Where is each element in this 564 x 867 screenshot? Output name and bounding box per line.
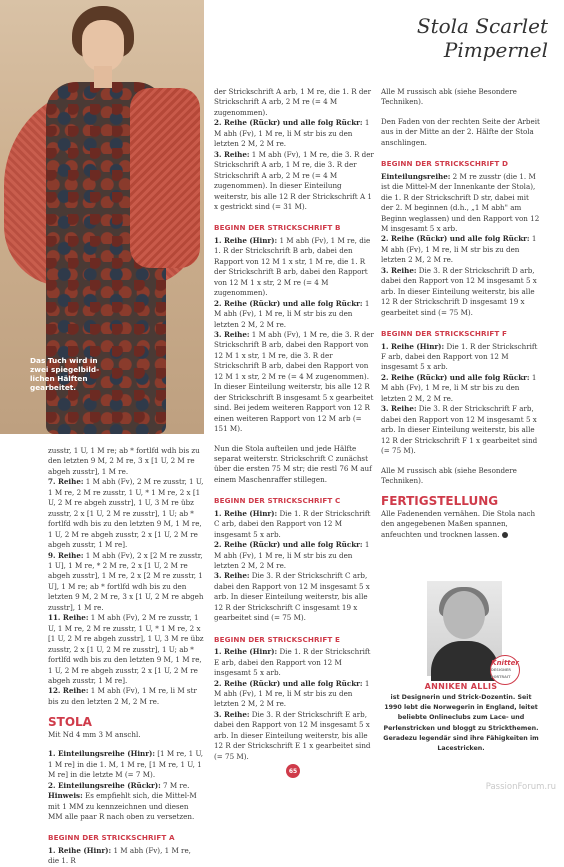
chart-f-row-1: 1. Reihe (Hinr): Die 1. R der Strickschrift F arb, dabei den Rapport von 12 M insgesamt 5 x arb. [381,341,538,372]
model-photo [0,0,204,434]
section-heading-chart-f: BEGINN DER STRICKSCHRIFT F [381,329,508,339]
chart-f-row-3: 3. Reihe: Die 3. R der Strickschrift F arb, dabei den Rapport von 12 M insgesamt 5 x arb. In dieser Einteilung weiterstr, bis alle 12 R der Strickschrift F 1 x gearbeitet sind (= 75 M). [381,404,538,456]
paragraph: Alle M russisch abk (siehe Besondere Techniken). [381,465,517,485]
watermark: PassionForum.ru [485,782,556,792]
section-heading-stola: STOLA [48,715,92,730]
chart-d-row-3: 3. Reihe: Die 3. R der Strickschrift D arb, dabei den Rapport von 12 M insgesamt 5 x arb. In dieser Einteilung weiterstr, bis alle 12 R der Strickschrift D insgesamt 19 x gearbeitet sind (= 75 M). [381,265,537,317]
chart-b-row-2: 2. Reihe (Rückr) und alle folg Rückr: 1 M abh (Fv), 1 M re, li M str bis zu den letzten 2 M, 2 M re. [214,298,370,329]
row-12: 12. Reihe: 1 M abh (Fv), 1 M re, li M str bis zu den letzten 2 M, 2 M re. [48,686,197,706]
chart-e-row-3: 3. Reihe: Die 3. R der Strickschrift E arb, dabei den Rapport von 12 M insgesamt 5 x arb. In dieser Einteilung weiterstr, bis alle 12 R der Strickschrift E 1 x gearbeitet sind (= 75 M). [214,709,371,761]
paragraph: der Strickschrift A arb, 1 M re, die 1. R der Strickschrift A arb, 2 M re (= 4 M zugenommen). [214,87,372,117]
chart-c-row-1: 1. Reihe (Hinr): Die 1. R der Strickschrift C arb, dabei den Rapport von 12 M insgesamt 5 x arb. [214,508,371,539]
photo-caption: Das Tuch wird in zwei spiegelbild-lichen Hälften gearbeitet. [30,356,100,392]
chart-b-row-3: 3. Reihe: 1 M abh (Fv), 1 M re, die 3. R der Strickschrift B arb, dabei den Rapport von 12 M 1 x str, 1 M re, die 3. R der Strickschrift B arb, dabei den Rapport von 12 M 1 x str, 2 M re (= 4 M zugenommen). In dieser Einteilung weiterstr, bis alle 12 R der Strickschrift B insgesamt 5 x gearbeitet sind. Bei jedem weiteren Rapport von 12 R einen weiteren Rapport von 12 M arb (= 151 M). [214,329,374,434]
column-3 [381,87,541,540]
chart-a-row-1: 1. Reihe (Hinr): 1 M abh (Fv), 1 M re, die 1. R [48,845,191,866]
author-name: ANNIKEN ALLIS [424,682,498,691]
row-9: 9. Reihe: 1 M abh (Fv), 2 x [2 M re zusstr, 1 U], 1 M re, * 2 M re, 2 x [1 U, 2 M re abgeh zusstr], 1 M re, 2 x [2 M re zusstr, 1 U], 1 M re; ab * fortlfd wdh bis zu den letzten 9 M, 2 M re, 3 x [1 U, 2 M re abgeh zusstr], 1 M re. [48,550,204,612]
chart-b-row-1: 1. Reihe (Hinr): 1 M abh (Fv), 1 M re, die 1. R der Strickschrift B arb, dabei den Rapport von 12 M 1 x str, 1 M re, die 1. R der Strickschrift B arb, dabei den Rapport von 12 M 1 x str, 2 M re (= 4 M zugenommen). [214,235,371,298]
paragraph: Den Faden von der rechten Seite der Arbeit aus in der Mitte an der 2. Hälfte der Stola anschlingen. [381,116,540,147]
paragraph: Mit Nd 4 mm 3 M anschl. [48,729,141,739]
author-bio: ist Designerin und Strick-Dozentin. Seit 1990 lebt die Norwegerin in England, leitet beliebte Onlineclubs zum Lace- und Perlenstricken und bloggt zu Strickthemen. Geradezu legendär sind ihre Fähigkeiten im Lacestricken. [383,694,539,753]
column-2 [214,87,374,762]
finishing-text: Alle Fadenenden vernähen. Die Stola nach den angegebenen Maßen spannen, anfeuchten und trocknen lassen. [381,508,536,539]
end-mark-icon [502,532,508,538]
setup-row-1: 1. Einteilungsreihe (Hinr): [1 M re, 1 U, 1 M re] in die 1. M, 1 M re, [1 M re, 1 U, 1 M re] in die letzte M (= 7 M). [48,749,204,780]
section-heading-chart-d: BEGINN DER STRICKSCHRIFT D [381,159,509,169]
chart-d-setup-row: Einteilungsreihe: 2 M re zusstr (die 1. M ist die Mittel-M der Innenkante der Stola), die 1. R der Strickschrift D str, dabei mit der 2. M beginnen (d.h., „1 M abh" am Beginn weglassen) und den Rapport von 12 M insgesamt 5 x arb. [381,171,540,233]
hint: Hinweis: Es empfiehlt sich, die Mittel-M mit 1 MM zu kennzeichnen und diesen MM alle paar R nach oben zu versetzen. [48,791,197,821]
paragraph: zusstr, 1 U, 1 M re; ab * fortlfd wdh bis zu den letzten 9 M, 2 M re, 3 x [1 U, 2 M re abgeh zusstr], 1 M re. [48,446,200,476]
chart-f-row-2: 2. Reihe (Rückr) und alle folg Rückr: 1 M abh (Fv), 1 M re, li M str bis zu den letzten 2 M, 2 M re. [381,372,537,403]
chart-c-row-2: 2. Reihe (Rückr) und alle folg Rückr: 1 M abh (Fv), 1 M re, li M str bis zu den letzten 2 M, 2 M re. [214,540,370,571]
section-heading-chart-e: BEGINN DER STRICKSCHRIFT E [214,634,341,644]
chart-d-row-2: 2. Reihe (Rückr) und alle folg Rückr: 1 M abh (Fv), 1 M re, li M str bis zu den letzten 2 M, 2 M re. [381,234,537,265]
section-heading-chart-b: BEGINN DER STRICKSCHRIFT B [214,223,341,233]
section-heading-chart-c: BEGINN DER STRICKSCHRIFT C [214,496,341,506]
row-11: 11. Reihe: 1 M abh (Fv), 2 M re zusstr, 1 U, 1 M re, 2 M re zusstr, 1 U, * 1 M re, 2 x [1 U, 2 M re abgeh zusstr], 1 U, 3 M re übz zusstr, 2 x [1 U, 2 M re zusstr], 1 U; ab * fortlfd wdh bis zu den letzten 9 M, 1 M re, 1 U, 2 M re abgeh zusstr, 2 x [1 U, 2 M re abgeh zusstr, 1 M re]. [48,613,204,685]
section-heading-chart-a: BEGINN DER STRICKSCHRIFT A [48,833,175,843]
paragraph: Alle M russisch abk (siehe Besondere Techniken). [381,87,517,107]
setup-row-2: 2. Einteilungsreihe (Rückr): 7 M re. [48,780,190,790]
chart-a-row-2: 2. Reihe (Rückr) und alle folg Rückr: 1 M abh (Fv), 1 M re, li M str bis zu den letzten 2 M, 2 M re. [214,118,370,149]
knitter-designer-badge: Knitter DESIGNER PORTRAIT [490,655,520,685]
column-1 [48,446,204,867]
chart-e-row-1: 1. Reihe (Hinr): Die 1. R der Strickschrift E arb, dabei den Rapport von 12 M insgesamt 5 x arb. [214,647,371,678]
chart-e-row-2: 2. Reihe (Rückr) und alle folg Rückr: 1 M abh (Fv), 1 M re, li M str bis zu den letzten 2 M, 2 M re. [214,678,370,709]
paragraph: Nun die Stola aufteilen und jede Hälfte separat weiterstr. Strickschrift C zunächst über die ersten 75 M str; die restl 76 M auf einem Maschenraffer stillegen. [214,443,372,484]
chart-c-row-3: 3. Reihe: Die 3. R der Strickschrift C arb, dabei den Rapport von 12 M insgesamt 5 x arb. In dieser Einteilung weiterstr, bis alle 12 R der Strickschrift C insgesamt 19 x gearbeitet sind (= 75 M). [214,571,370,623]
page-title: Stola Scarlet Pimpernel [416,14,548,62]
row-7: 7. Reihe: 1 M abh (Fv), 2 M re zusstr, 1 U, 1 M re, 2 M re zusstr, 1 U, * 1 M re, 2 x [1 U, 2 M re abgeh zusstr], 1 U, 3 M re übz zusstr, 2 x [1 U, 2 M re zusstr], 1 U; ab * fortlfd wdh bis zu den letzten 9 M, 1 M re, 1 U, 2 M re abgeh zusstr, 2 x [1 U, 2 M re abgeh zusstr, 1 M re]. [48,477,204,550]
chart-a-row-3: 3. Reihe: 1 M abh (Fv), 1 M re, die 3. R der Strickschrift A arb, 1 M re, die 3. R der Strickschrift A arb, 2 M re (= 4 M zugenommen). In dieser Einteilung weiterstr, bis alle 12 R der Strickschrift A 1 x gestrickt sind (= 31 M). [214,149,374,211]
section-heading-finishing: FERTIGSTELLUNG [381,494,499,509]
page-number: 65 [286,764,300,778]
